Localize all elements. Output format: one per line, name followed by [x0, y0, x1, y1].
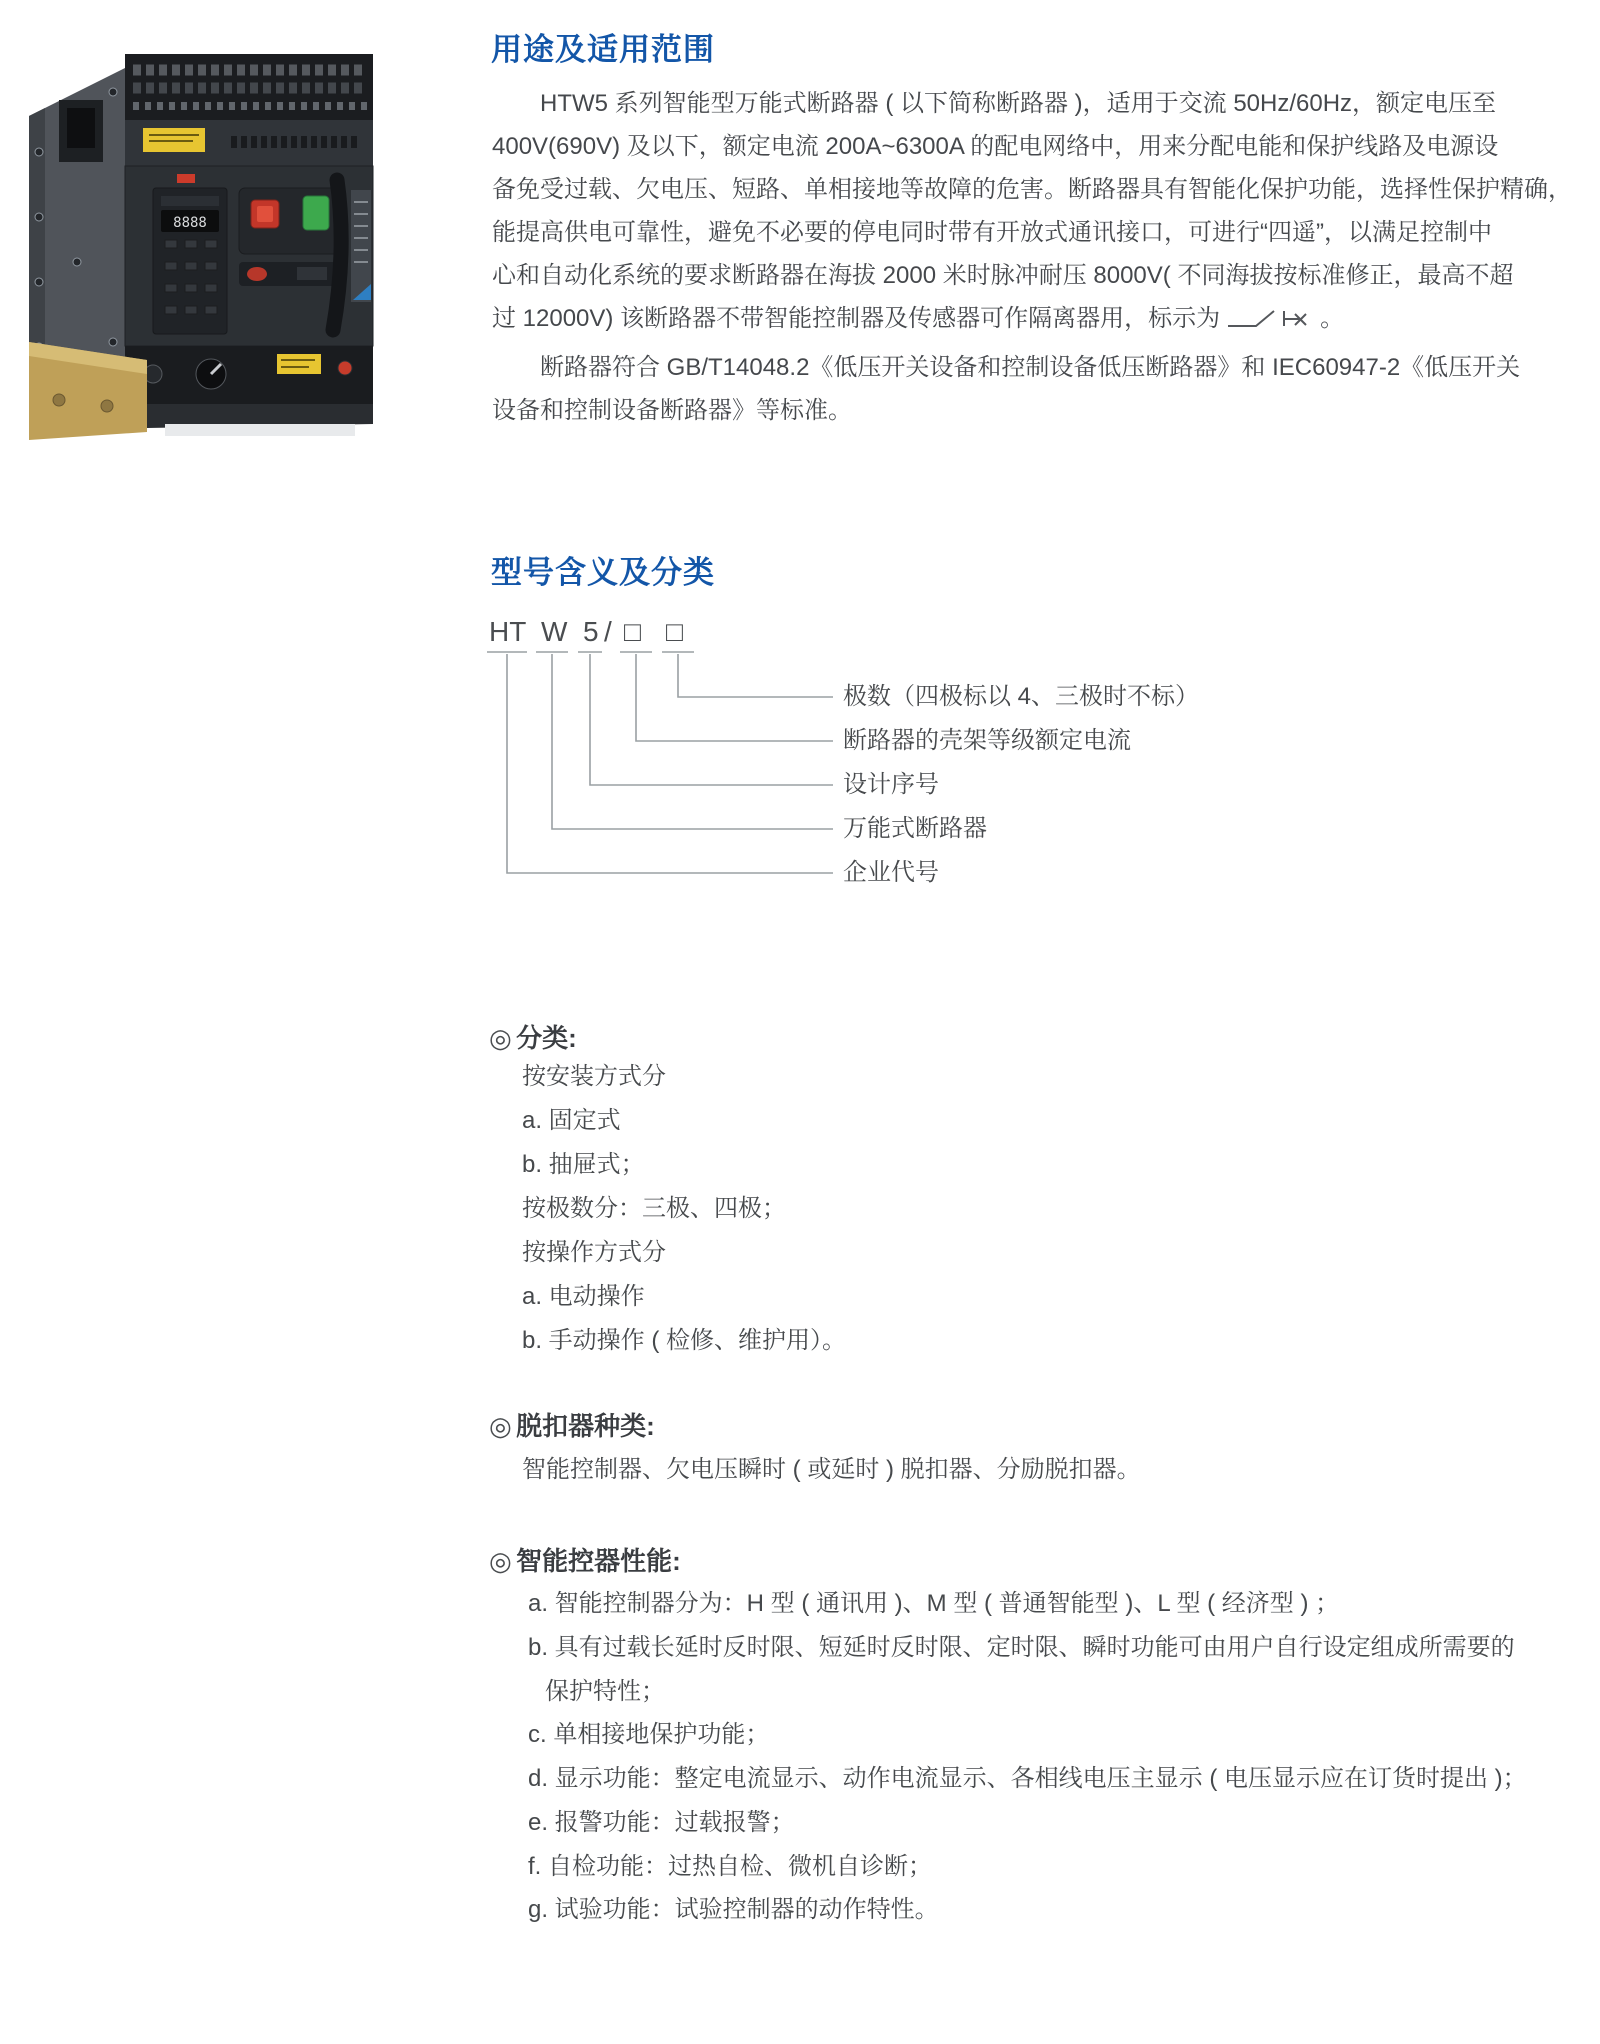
model-code-diagram [440, 600, 1600, 900]
trip-title: 脱扣器种类: [516, 1411, 655, 1441]
controller-item: c. 单相接地保护功能； [528, 1721, 770, 1748]
classification-item: 按操作方式分 [522, 1239, 666, 1266]
usage-paragraph-line: 设备和控制设备断路器》等标准。 [492, 397, 852, 424]
model-label: 断路器的壳架等级额定电流 [843, 727, 1131, 754]
classification-item: b. 抽屉式； [522, 1151, 645, 1178]
model-code-box: □ [666, 616, 683, 647]
classification-item: 按安装方式分 [522, 1063, 666, 1090]
controller-item: b. 具有过载长延时反时限、短延时反时限、定时限、瞬时功能可由用户自行设定组成所需要的 [528, 1634, 1515, 1661]
circuit-breaker-illustration [15, 12, 385, 442]
model-code-box: □ [624, 616, 641, 647]
model-label: 极数（四极标以 4、三极时不标） [843, 683, 1200, 710]
svg-text:8888: 8888 [173, 215, 207, 231]
usage-paragraph-line: 能提高供电可靠性，避免不必要的停电同时带有开放式通讯接口，可进行“四遥”，以满足控制中 [492, 219, 1492, 246]
usage-paragraph-line-text: 过 12000V) 该断路器不带智能控制器及传感器可作隔离器用，标示为 [492, 305, 1221, 332]
controller-item-continuation: 保护特性； [545, 1678, 665, 1705]
ring-bullet-icon: ◎ [489, 1546, 512, 1576]
section-title-usage: 用途及适用范围 [491, 32, 715, 67]
model-code-part: HT [489, 616, 527, 647]
controller-item: d. 显示功能：整定电流显示、动作电流显示、各相线电压主显示 ( 电压显示应在订货时提出 )； [528, 1765, 1527, 1792]
controller-header [489, 1541, 681, 1578]
usage-paragraph-line: 400V(690V) 及以下，额定电流 200A~6300A 的配电网络中，用来分配电能和保护线路及电源设 [492, 133, 1499, 160]
controller-item: a. 智能控制器分为：H 型 ( 通讯用 )、M 型 ( 普通智能型 )、L 型 ( 经济型 ) ； [528, 1590, 1340, 1617]
isolator-symbol [1226, 306, 1314, 330]
classification-header [489, 1018, 577, 1055]
model-code-part: 5 [583, 616, 599, 647]
classification-title: 分类: [516, 1023, 577, 1053]
ring-bullet-icon: ◎ [489, 1411, 512, 1441]
usage-paragraph-line: HTW5 系列智能型万能式断路器 ( 以下简称断路器 )，适用于交流 50Hz/60Hz，额定电压至 [540, 90, 1497, 117]
classification-item: b. 手动操作 ( 检修、维护用）。 [522, 1327, 847, 1354]
controller-title: 智能控器性能: [516, 1546, 681, 1576]
usage-paragraph-line: 备免受过载、欠电压、短路、单相接地等故障的危害。断路器具有智能化保护功能，选择性保护精确， [492, 176, 1572, 203]
model-label: 万能式断路器 [843, 815, 987, 842]
controller-item: f. 自检功能：过热自检、微机自诊断； [528, 1853, 933, 1880]
product-photo [15, 12, 385, 442]
model-label: 企业代号 [843, 859, 939, 886]
usage-paragraph-line-text: 。 [1320, 305, 1345, 332]
model-code-part: / [604, 616, 612, 647]
ring-bullet-icon: ◎ [489, 1023, 512, 1053]
classification-item: a. 电动操作 [522, 1283, 645, 1310]
trip-header [489, 1406, 655, 1443]
model-label: 设计序号 [843, 771, 939, 798]
usage-paragraph-line [492, 297, 1344, 340]
usage-paragraph-line: 断路器符合 GB/T14048.2《低压开关设备和控制设备低压断路器》和 IEC60947-2《低压开关 [540, 354, 1521, 381]
classification-item: a. 固定式 [522, 1107, 621, 1134]
controller-item: e. 报警功能：过载报警； [528, 1809, 795, 1836]
usage-paragraph-line: 心和自动化系统的要求断路器在海拔 2000 米时脉冲耐压 8000V( 不同海拔按标准修正，最高不超 [492, 262, 1514, 289]
controller-item: g. 试验功能：试验控制器的动作特性。 [528, 1896, 939, 1923]
trip-item: 智能控制器、欠电压瞬时 ( 或延时 ) 脱扣器、分励脱扣器。 [522, 1456, 1141, 1483]
model-code-part: W [541, 616, 568, 647]
section-title-model: 型号含义及分类 [491, 555, 715, 590]
classification-item: 按极数分：三极、四极； [522, 1195, 786, 1222]
